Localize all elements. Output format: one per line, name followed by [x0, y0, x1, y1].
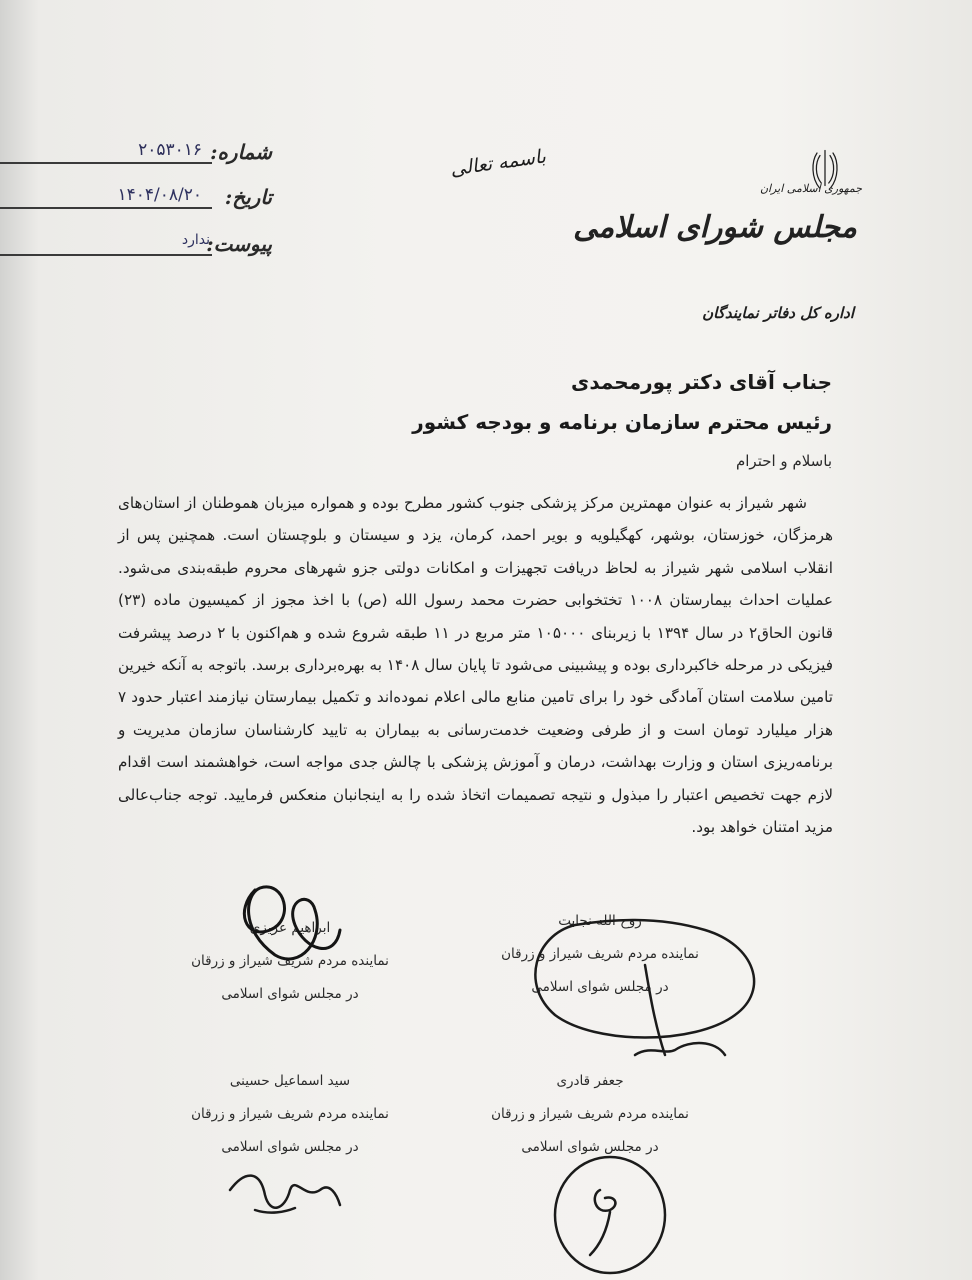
letter-number-row: [72, 140, 272, 170]
signatory-1-name: ابراهیم عزیزی: [249, 920, 331, 936]
signatory-3: [160, 1065, 420, 1164]
bismillah-text: باسمه تعالی: [448, 145, 548, 181]
signature-scribble-4: [545, 1150, 675, 1280]
letter-attachment-row: [72, 232, 272, 262]
signatory-1-role: نماینده مردم شریف شیراز و زرقان: [191, 953, 389, 969]
letter-body: [118, 487, 833, 843]
signatory-2-role: نماینده مردم شریف شیراز و زرقان: [501, 946, 699, 962]
signatory-3-role: نماینده مردم شریف شیراز و زرقان: [191, 1106, 389, 1122]
signature-scribble-3: [225, 1160, 345, 1230]
letter-attachment-label: پیوست:: [206, 232, 272, 256]
letter-date-value: ۱۴۰۴/۰۸/۲۰: [117, 185, 202, 205]
signatory-4: [460, 1065, 720, 1164]
signatory-2: [470, 905, 730, 1004]
letter-date-label: تاریخ:: [224, 185, 272, 209]
signatory-1-place: در مجلس شوای اسلامی: [221, 986, 359, 1002]
signatory-4-place: در مجلس شوای اسلامی: [521, 1139, 659, 1155]
signatory-2-name: روح الله نجابت: [558, 913, 642, 929]
parliament-name: مجلس شورای اسلامی: [573, 210, 857, 245]
letter-date-line: [0, 207, 212, 209]
signatory-3-place: در مجلس شوای اسلامی: [221, 1139, 359, 1155]
republic-text: جمهوری اسلامی ایران: [759, 182, 862, 195]
letter-number-label: شماره:: [210, 140, 272, 164]
letter-attachment-line: [0, 254, 212, 256]
addressee-name: جناب آقای دکتر پورمحمدی: [570, 370, 832, 394]
letter-attachment-value: ندارد: [181, 232, 210, 248]
office-name: اداره کل دفاتر نمایندگان: [702, 304, 854, 322]
signatory-4-name: جعفر قادری: [556, 1073, 624, 1089]
signatory-1: [160, 912, 420, 1011]
addressee-title: رئیس محترم سازمان برنامه و بودجه کشور: [412, 410, 832, 434]
letter-date-row: [72, 185, 272, 215]
letter-body-paragraph: شهر شیراز به عنوان مهمترین مرکز پزشکی جنوب کشور مطرح بوده و همواره میزبان هموطنان از استان‌های هرمزگان، خوزستان، بوشهر، کهگیلویه و بویر احمد، کرمان، یزد و سیستان و بلوچستان است. همچنین پس از انقلاب اسلامی شهر شیراز به لحاظ دریافت تجهیزات و امکانات دولتی جزو شهرهای محروم طبقه‌بندی می‌شود. عملیات احداث بیمارستان ۱۰۰۸ تختخوابی حضرت محمد رسول الله (ص) با اخذ مجوز از کمیسیون ماده (۲۳) قانون الحاق۲ در سال ۱۳۹۴ با زیربنای ۱۰۵۰۰۰ متر مربع در ۱۱ طبقه شروع شده و هم‌اکنون با ۲ درصد پیشرفت فیزیکی در مرحله خاکبرداری بوده و پیشبینی می‌شود تا پایان سال ۱۴۰۸ به بهره‌برداری برسد. باتوجه به آنکه خیرین تامین سلامت استان آمادگی خود را برای تامین منابع مالی اعلام نموده‌اند و تکمیل بیمارستان نیازمند اعتبار حدود ۷ هزار میلیارد تومان است و از طرفی وضعیت خدمت‌رسانی به بیماران به تایید کارشناسان سازمان مدیریت و برنامه‌ریزی استان و وزارت بهداشت، درمان و آموزش پزشکی با چالش جدی مواجه است، خواهشمند است اقدام لازم جهت تخصیص اعتبار را مبذول و نتیجه تصمیمات اتخاذ شده را به اینجانبان منعکس فرمایید. توجه جناب‌عالی مزید امتنان خواهد بود.: [118, 494, 833, 837]
letter-number-line: [0, 162, 212, 164]
signatory-4-role: نماینده مردم شریف شیراز و زرقان: [491, 1106, 689, 1122]
letter-number-value: ۲۰۵۳۰۱۶: [138, 140, 202, 160]
signatory-3-name: سید اسماعیل حسینی: [229, 1073, 351, 1089]
greeting: باسلام و احترام: [735, 452, 832, 470]
signatory-2-place: در مجلس شوای اسلامی: [531, 979, 669, 995]
